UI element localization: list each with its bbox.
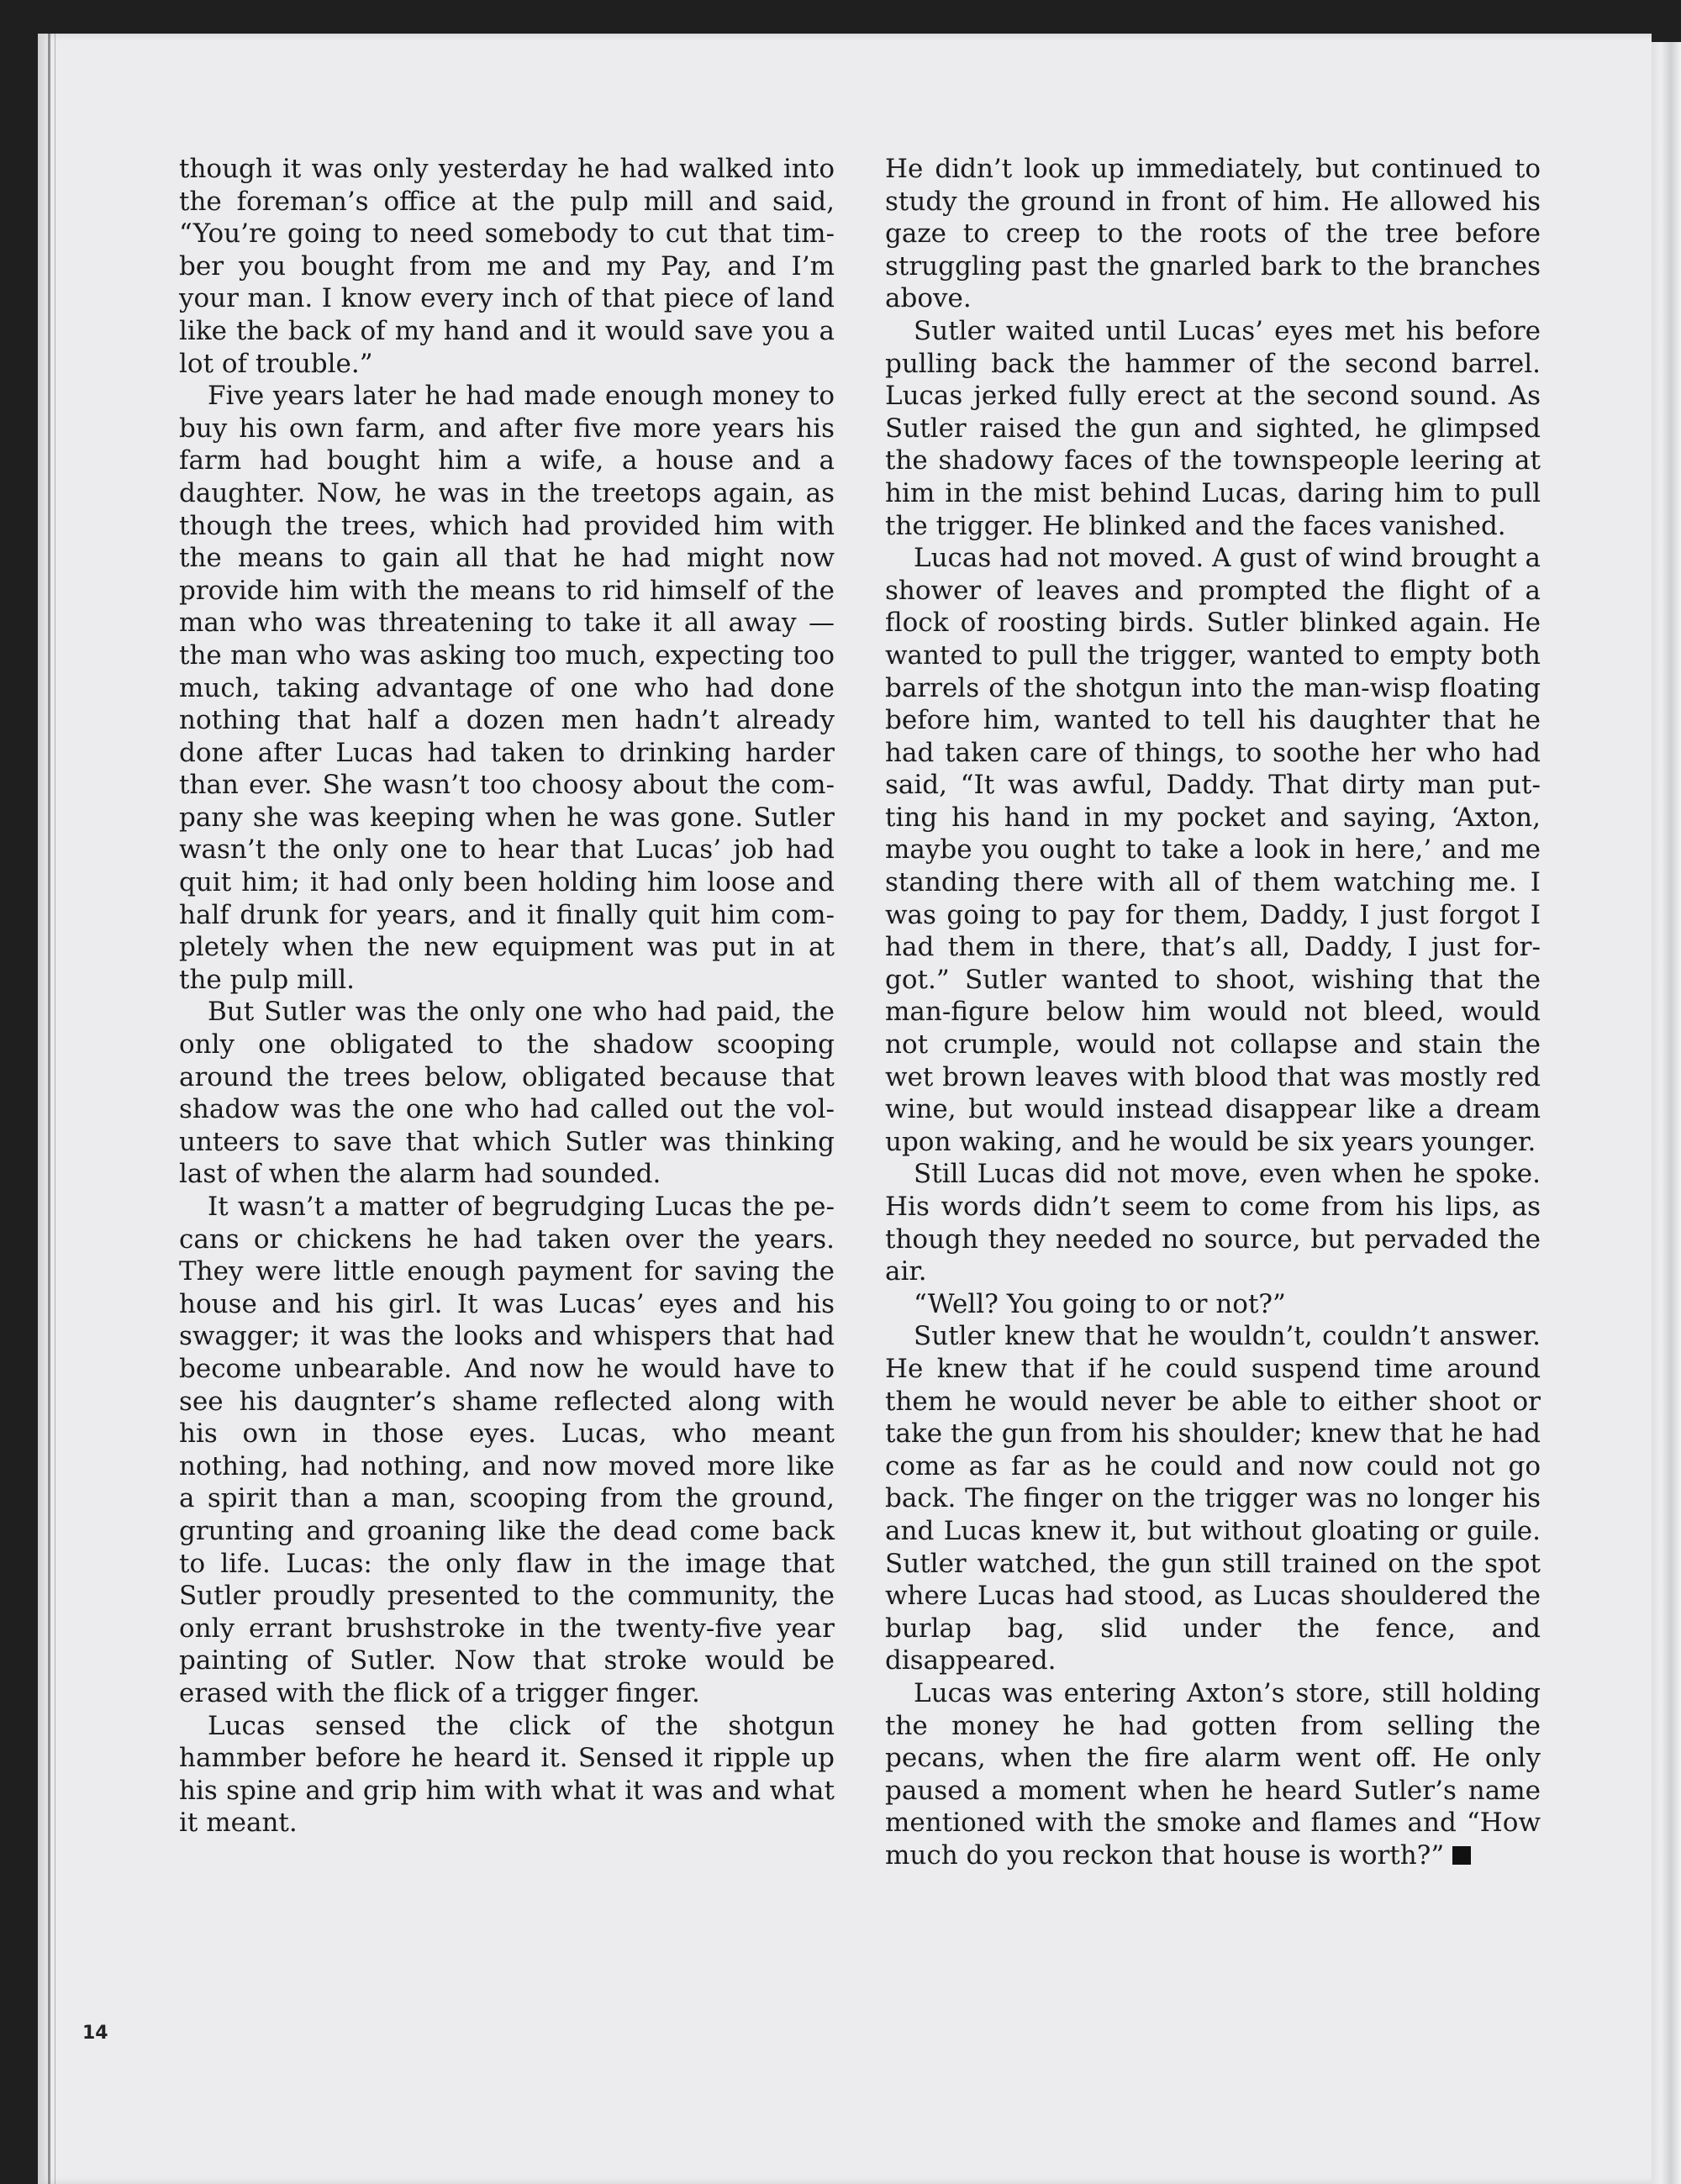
paragraph: “Well? You going to or not?” [914,1288,1286,1319]
left-text-column [179,153,835,1839]
end-of-story-mark [1452,1846,1471,1865]
paragraph: Lucas had not moved. A gust of wind brought a shower of leaves and prompted the flight of a flock of roosting birds. Sutler blinked again. He wanted to pull the trigger, wanted to empty both barrels of the shotgun into the man-wisp floating before him, wanted to tell his daughter that he had taken care of things, to soothe her who had said, “It was awful, Daddy. That dirty man putting his hand in my pocket and saying, ‘Axton, maybe you ought to take a look in here,’ and me standing there with all of them watching me. I was going to pay for them, Daddy, I just forgot I had them in there, that’s all, Daddy, I just forgot.” Sutler wanted to shoot, wishing that the man-figure below him would not bleed, would not crumple, would not collapse and stain the wet brown leaves with blood that was mostly red wine, but would instead disappear like a dream upon waking, and he would be six years younger. [885,543,1541,1157]
paragraph: though it was only yesterday he had walked into the foreman’s office at the pulp mill and said, “You’re going to need somebody to cut that timber you bought from me and my Pay, and I’m your man. I know every inch of that piece of land like the back of my hand and it would save you a lot of trouble.” [179,154,835,379]
paragraph: Sutler waited until Lucas’ eyes met his before pulling back the hammer of the second barrel. Lucas jerked fully erect at the second sound. As Sutler raised the gun and sighted, he glimpsed the shadowy faces of the townspeople leering at him in the mist behind Lucas, daring him to pull the trigger. He blinked and the faces vanished. [885,315,1541,541]
binding-line [48,34,50,2184]
paragraph: Still Lucas did not move, even when he spoke. His words didn’t seem to come from his lips, as though they needed no source, but pervaded the air. [885,1159,1541,1287]
final-paragraph [885,1677,1541,1872]
paragraph: But Sutler was the only one who had paid, the only one obligated to the shadow scooping around the trees below, obligated because that shadow was the one who had called out the volunteers to save that which Sutler was thinking last of when the alarm had sounded. [179,997,835,1190]
page-stack-edge [1647,42,1681,2184]
right-text-column [885,153,1541,1871]
page-number: 14 [82,2023,108,2044]
paragraph: He didn’t look up immediately, but continued to study the ground in front of him. He allowed his gaze to creep to the roots of the tree before struggling past the gnarled bark to the branches above. [885,154,1541,314]
paragraph: It wasn’t a matter of begrudging Lucas the pecans or chickens he had taken over the years. They were little enough payment for saving the house and his girl. It was Lucas’ eyes and his swagger; it was the looks and whispers that had become unbearable. And now he would have to see his daugnter’s shame reflected along with his own in those eyes. Lucas, who meant nothing, had nothing, and now moved more like a spirit than a man, scooping from the ground, grunting and groaning like the dead come back to life. Lucas: the only flaw in the image that Sutler proudly presented to the community, the only errant brushstroke in the twenty-five year painting of Sutler. Now that stroke would be erased with the flick of a trigger finger. [179,1192,835,1708]
final-paragraph-text: Lucas was entering Axton’s store, still holding the money he had gotten from selling the pecans, when the fire alarm went off. He only paused a moment when he heard Sutler’s name mentioned with the smoke and flames and “How much do you reckon that house is worth?” [885,1677,1541,1871]
paragraph: Lucas sensed the click of the shotgun hammber before he heard it. Sensed it ripple up his spine and grip him with what it was and what it meant. [179,1710,835,1839]
paragraph: Five years later he had made enough money to buy his own farm, and after five more years his farm had bought him a wife, a house and a daughter. Now, he was in the treetops again, as though the trees, which had provided him with the means to gain all that he had might now provide him with the means to rid himself of the man who was threatening to take it all away — the man who was asking too much, expecting too much, taking advantage of one who had done nothing that half a dozen men hadn’t already done after Lucas had taken to drinking harder than ever. She wasn’t too choosy about the company she was keeping when he was gone. Sutler wasn’t the only one to hear that Lucas’ job had quit him; it had only been holding him loose and half drunk for years, and it finally quit him completely when the new equipment was put in at the pulp mill. [179,381,835,995]
paragraph: Sutler knew that he wouldn’t, couldn’t answer. He knew that if he could suspend time around them he would never be able to either shoot or take the gun from his shoulder; knew that he had come as far as he could and now could not go back. The finger on the trigger was no longer his and Lucas knew it, but without gloating or guile. Sutler watched, the gun still trained on the spot where Lucas had stood, as Lucas shouldered the burlap bag, slid under the fence, and disappeared. [885,1321,1541,1676]
